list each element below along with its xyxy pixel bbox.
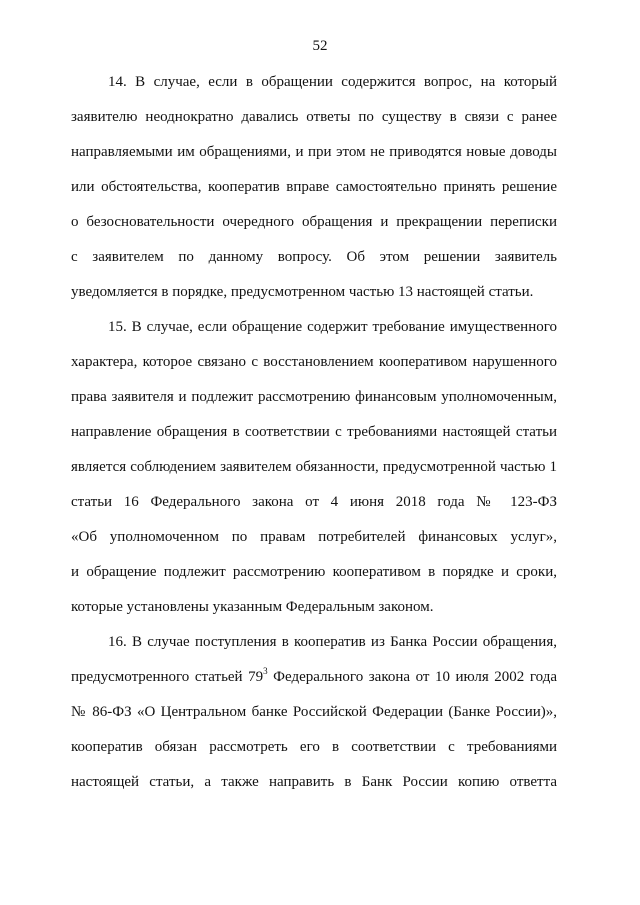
- paragraph-16-line-2: [71, 667, 557, 687]
- paragraph-15-line-8: и обращение подлежит рассмотрению кооперативом в порядке и сроки,: [71, 564, 557, 580]
- paragraph-15-line-4: направление обращения в соответствии с требованиями настоящей статьи: [71, 424, 557, 440]
- page-number: 52: [312, 38, 328, 54]
- paragraph-15-line-1: 15. В случае, если обращение содержит требование имущественного: [108, 319, 557, 335]
- paragraph-14-line-1: 14. В случае, если в обращении содержится вопрос, на который: [108, 74, 557, 90]
- paragraph-16-line-2-after: Федерального закона от 10 июля 2002 года: [267, 669, 557, 685]
- paragraph-14-line-2: заявителю неоднократно давались ответы по существу в связи с ранее: [71, 109, 557, 125]
- paragraph-14-line-4: или обстоятельства, кооператив вправе самостоятельно принять решение: [71, 179, 557, 195]
- paragraph-15-line-9: которые установлены указанным Федеральным законом.: [71, 599, 434, 615]
- paragraph-14-line-6: с заявителем по данному вопросу. Об этом решении заявитель: [71, 249, 557, 265]
- paragraph-16-line-2-before: предусмотренного статьей 79: [71, 669, 264, 685]
- paragraph-16-line-4: кооператив обязан рассмотреть его в соответствии с требованиями: [71, 739, 557, 755]
- paragraph-15-line-5: является соблюдением заявителем обязанности, предусмотренной частью 1: [71, 459, 557, 475]
- paragraph-14-line-3: направляемыми им обращениями, и при этом не приводятся новые доводы: [71, 144, 557, 160]
- paragraph-15-line-2: характера, которое связано с восстановлением кооперативом нарушенного: [71, 354, 557, 370]
- paragraph-15-line-6: статьи 16 Федерального закона от 4 июня 2018 года № 123-ФЗ: [71, 494, 557, 510]
- paragraph-15-line-3: права заявителя и подлежит рассмотрению финансовым уполномоченным,: [71, 389, 557, 405]
- article-superscript: 3: [263, 666, 268, 676]
- paragraph-14-line-5: о безосновательности очередного обращения и прекращении переписки: [71, 214, 557, 230]
- paragraph-16-line-5: настоящей статьи, а также направить в Банк России копию ответта: [71, 774, 557, 790]
- paragraph-14-line-7: уведомляется в порядке, предусмотренном частью 13 настоящей статьи.: [71, 284, 534, 300]
- paragraph-16-line-1: 16. В случае поступления в кооператив из Банка России обращения,: [108, 634, 557, 650]
- paragraph-15-line-7: «Об уполномоченном по правам потребителей финансовых услуг»,: [71, 529, 557, 545]
- paragraph-16-line-3: № 86-ФЗ «О Центральном банке Российской Федерации (Банке России)»,: [71, 704, 557, 720]
